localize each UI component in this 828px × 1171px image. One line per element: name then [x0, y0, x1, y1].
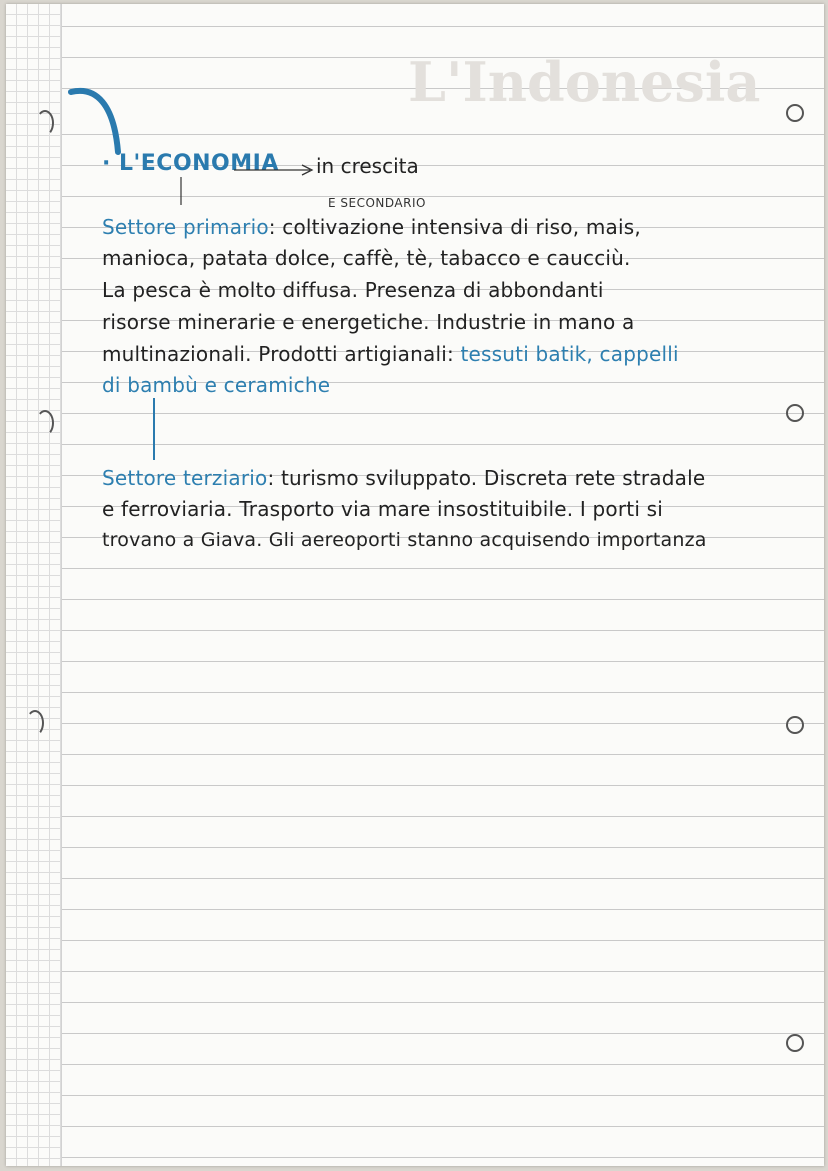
tertiary-line-2: e ferroviaria. Trasporto via mare insostituibile. I porti si: [102, 497, 664, 521]
tertiary-label: Settore terziario: [102, 466, 268, 490]
arrow-right-icon: [232, 161, 318, 177]
binder-hole-icon: [26, 710, 44, 736]
tertiary-line-1: [102, 466, 705, 490]
primary-line-2: manioca, patata dolce, caffè, tè, tabacco e caucciù.: [102, 246, 631, 270]
primary-text-1: : coltivazione intensiva di riso, mais,: [268, 215, 641, 239]
binder-hole-icon: [36, 410, 54, 436]
connector-line: [150, 398, 158, 464]
primary-line-5: [102, 342, 679, 366]
trend-note: in crescita: [316, 154, 419, 178]
grid-margin: [6, 4, 61, 1166]
margin-annotation: E SECONDARIO: [328, 196, 426, 210]
primary-label: Settore primario: [102, 215, 269, 239]
binder-hole-icon: [786, 404, 804, 422]
primary-line-4: risorse minerarie e energetiche. Industrie in mano a: [102, 310, 635, 334]
connector-line: [178, 177, 184, 207]
primary-line-1: [102, 215, 641, 239]
primary-text-5: multinazionali. Prodotti artigianali:: [102, 342, 461, 366]
primary-line-3: La pesca è molto diffusa. Presenza di abbondanti: [102, 278, 604, 302]
section-title: · L'ECONOMIA: [102, 151, 279, 176]
ghost-heading: L'Indonesia: [408, 50, 761, 114]
margin-line: [61, 4, 62, 1166]
binder-hole-icon: [786, 716, 804, 734]
tertiary-text-1: : turismo sviluppato. Discreta rete stradale: [267, 466, 706, 490]
tertiary-line-3: trovano a Giava. Gli aereoporti stanno acquisendo importanza: [102, 529, 707, 551]
binder-hole-icon: [786, 104, 804, 122]
primary-line-6: di bambù e ceramiche: [102, 373, 331, 397]
binder-hole-icon: [786, 1034, 804, 1052]
notebook-page: [6, 4, 824, 1166]
binder-hole-icon: [36, 110, 54, 136]
crafts-list: tessuti batik, cappelli: [460, 342, 679, 366]
